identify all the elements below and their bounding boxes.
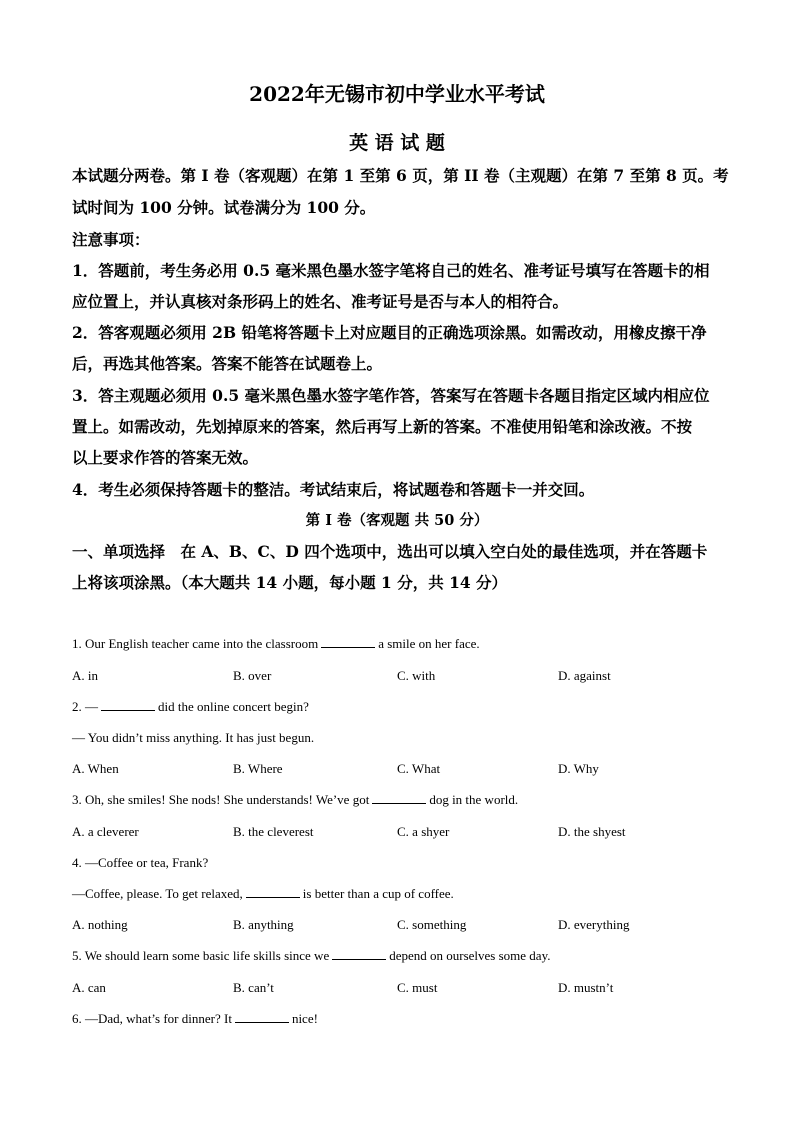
option-d: D. mustn’t — [558, 980, 614, 995]
note-line: 1．答题前，考生务必用 0.5 毫米黑色墨水签字笔将自己的姓名、准考证号填写在答题卡的相 — [72, 261, 710, 280]
question-text: 1. Our English teacher came into the classroom — [72, 636, 319, 651]
question-4: 4. —Coffee or tea, Frank? — [72, 855, 209, 870]
section-title: 第 I 卷（客观题 共 50 分） — [305, 512, 489, 529]
option-d: D. against — [558, 668, 611, 683]
option-d: D. Why — [558, 761, 599, 776]
option-c: C. a shyer — [397, 824, 450, 839]
option-c: C. with — [397, 668, 436, 683]
notes-heading: 注意事项： — [72, 230, 150, 249]
option-a: A. can — [72, 980, 106, 995]
question-4-reply — [72, 886, 454, 902]
option-b: B. Where — [233, 761, 283, 776]
intro-line-2: 试时间为 100 分钟。试卷满分为 100 分。 — [72, 198, 376, 217]
question-text: did the online concert begin? — [158, 699, 309, 714]
question-2 — [72, 699, 309, 715]
note-line: 置上。如需改动，先划掉原来的答案，然后再写上新的答案。不准使用铅笔和涂改液。不按 — [72, 417, 693, 436]
option-c: C. must — [397, 980, 438, 995]
answer-blank — [101, 699, 155, 711]
option-c: C. something — [397, 917, 467, 932]
question-1 — [72, 636, 480, 652]
question-text: —Coffee, please. To get relaxed, — [72, 886, 243, 901]
option-d: D. everything — [558, 917, 630, 932]
note-line: 应位置上，并认真核对条形码上的姓名、准考证号是否与本人的相符合。 — [72, 292, 569, 311]
question-text: 5. We should learn some basic life skills since we — [72, 948, 330, 963]
section-instruction-1: 一、单项选择 在 A、B、C、D 四个选项中，选出可以填入空白处的最佳选项，并在答题卡 — [72, 542, 708, 561]
answer-blank — [332, 948, 386, 960]
exam-title: 2022年无锡市初中学业水平考试 — [249, 82, 545, 106]
note-line: 3．答主观题必须用 0.5 毫米黑色墨水签字笔作答，答案写在答题卡各题目指定区域内相应位 — [72, 386, 710, 405]
note-line: 2．答客观题必须用 2B 铅笔将答题卡上对应题目的正确选项涂黑。如需改动，用橡皮擦干净 — [72, 323, 707, 342]
question-5 — [72, 948, 550, 964]
option-a: A. in — [72, 668, 98, 683]
question-text: 6. —Dad, what’s for dinner? It — [72, 1011, 232, 1026]
option-a: A. When — [72, 761, 119, 776]
question-text: a smile on her face. — [378, 636, 480, 651]
option-b: B. anything — [233, 917, 294, 932]
exam-subtitle: 英 语 试 题 — [349, 132, 445, 154]
option-b: B. the cleverest — [233, 824, 314, 839]
option-c: C. What — [397, 761, 441, 776]
answer-blank — [235, 1011, 289, 1023]
answer-blank — [246, 886, 300, 898]
question-3 — [72, 792, 518, 808]
question-text: is better than a cup of coffee. — [302, 886, 454, 901]
question-text: 3. Oh, she smiles! She nods! She understands! We’ve got — [72, 792, 370, 807]
question-6 — [72, 1011, 318, 1027]
note-line: 后，再选其他答案。答案不能答在试题卷上。 — [72, 354, 383, 373]
answer-blank — [372, 792, 426, 804]
option-d: D. the shyest — [558, 824, 626, 839]
answer-blank — [321, 636, 375, 648]
intro-line-1: 本试题分两卷。第 I 卷（客观题）在第 1 至第 6 页，第 II 卷（主观题）在第 7 至第 8 页。考 — [72, 166, 729, 185]
question-text: 2. — — [72, 699, 98, 714]
section-instruction-2: 上将该项涂黑。（本大题共 14 小题，每小题 1 分，共 14 分） — [72, 573, 508, 592]
question-text: nice! — [291, 1011, 318, 1026]
option-a: A. nothing — [72, 917, 128, 932]
option-a: A. a cleverer — [72, 824, 139, 839]
question-text: dog in the world. — [429, 792, 519, 807]
note-line: 4．考生必须保持答题卡的整洁。考试结束后，将试题卷和答题卡一并交回。 — [72, 480, 595, 499]
question-text: depend on ourselves some day. — [389, 948, 551, 963]
option-b: B. can’t — [233, 980, 274, 995]
option-b: B. over — [233, 668, 272, 683]
note-line: 以上要求作答的答案无效。 — [72, 448, 259, 467]
question-2-reply: — You didn’t miss anything. It has just begun. — [72, 730, 315, 745]
